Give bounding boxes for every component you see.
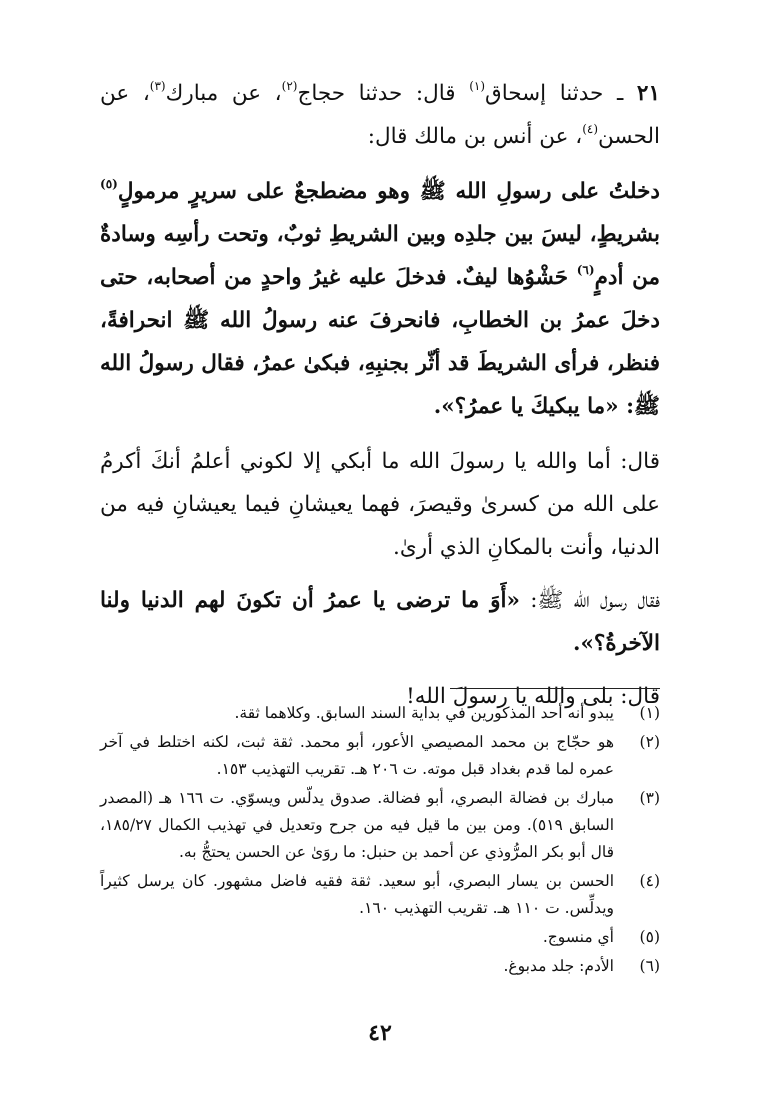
footnote-number: (٦) [639,957,660,975]
page-body [100,72,660,1072]
footnote [100,785,660,866]
footnote [100,868,660,922]
matn-paragraph-3 [100,579,660,665]
footnote-ref: (١) [469,79,486,93]
footnote-ref: (٥) [100,177,118,191]
isnad-segment: ، عن الحسن [100,81,660,149]
footnote-number: (١) [639,704,660,722]
footnote-text: الحسن بن يسار البصري، أبو سعيد. ثقة فقيه فاضل مشهور. كان يرسل كثيراً ويدلِّس. ت ١١٠ هـ. تقريب التهذيب ١٦٠. [100,872,614,917]
footnote-text: هو حجّاج بن محمد المصيصي الأعور، أبو محمد. ثقة ثبت، لكنه اختلط في آخر عمره لما قدم بغداد قبل موته. ت ٢٠٦ هـ. تقريب التهذيب ١٥٣. [100,733,614,778]
footnote-text: يبدو أنه أحد المذكورين في بداية السند السابق. وكلاهما ثقة. [234,704,614,722]
footnote-text: الأدم: جلد مدبوغ. [503,957,614,975]
matn-paragraph-2: قال: أما والله يا رسولَ الله ما أبكي إلا لكوني أعلمُ أنكَ أكرمُ على الله من كسرىٰ وقيصرَ، فهما يعيشانِ فيما يعيشانِ فيه من الدنيا، وأنت بالمكانِ الذي أرىٰ. [100,449,660,560]
page-number: ٤٢ [368,1020,392,1046]
isnad-segment: ، عن مبارك [165,81,282,106]
isnad-segment: قال: حدثنا حجاج [297,81,470,106]
footnote-divider [450,688,660,689]
matn-segment: بشريطٍ، ليسَ بين جلدِه وبين الشريطِ ثوبٌ، وتحت رأسِه وسادةٌ من أدمٍ [100,222,660,290]
isnad-paragraph [100,72,660,158]
prophet-quote: «أَوَ ما ترضى يا عمرُ أن تكونَ لهم الدنيا ولنا الآخرةُ؟». [100,588,660,656]
matn-paragraph-1 [100,170,660,428]
footnote-ref: (٣) [149,79,166,93]
footnote-number: (٢) [639,733,660,751]
matn-segment: دخلتُ على رسولِ الله ﷺ وهو مضطجعٌ على سريرٍ مرمولٍ [117,179,660,204]
footnote-number: (٣) [639,789,660,807]
footnote-ref: (٦) [576,263,595,277]
hadith-number: ٢١ [636,81,660,106]
footnote-text: أي منسوج. [542,928,614,946]
footnote-ref: (٤) [582,122,599,136]
footnote-number: (٤) [639,872,660,890]
footnote-number: (٥) [639,928,660,946]
isnad-segment: ـ حدثنا إسحاق [485,81,637,106]
matn-segment: حَشْوُها ليفٌ. فدخلَ عليه غيرُ واحدٍ من أصحابه، حتى دخلَ عمرُ بن الخطابِ، فانحرفَ عنه رسولُ الله ﷺ انحرافةً، فنظر، فرأى الشريطَ قد أثّر بجنبِهِ، فبكىٰ عمرُ، فقال رسولُ الله ﷺ: «ما يبكيكَ يا عمرُ؟». [100,265,660,419]
footnote [100,953,660,980]
footnote [100,924,660,951]
footnote-ref: (٢) [281,79,298,93]
isnad-segment: ، عن أنس بن مالك قال: [367,124,583,149]
matn-segment: فقال رسول الله ﷺ: [519,588,660,613]
footnotes [100,700,660,982]
footnote [100,700,660,727]
matn-paragraph-4: قال: بلى والله يا رسولَ الله! [406,684,660,709]
footnote-text: مبارك بن فضالة البصري، أبو فضالة. صدوق يدلّس ويسوّي. ت ١٦٦ هـ (المصدر السابق ٥١٩). ومن بين ما قيل فيه من جرح وتعديل في تهذيب الكمال ١٨٥/٢٧، قال أبو بكر المرُّوذي عن أحمد بن حنبل: ما روَىٰ عن الحسن يحتجُّ به. [100,789,615,861]
footnote [100,729,660,783]
